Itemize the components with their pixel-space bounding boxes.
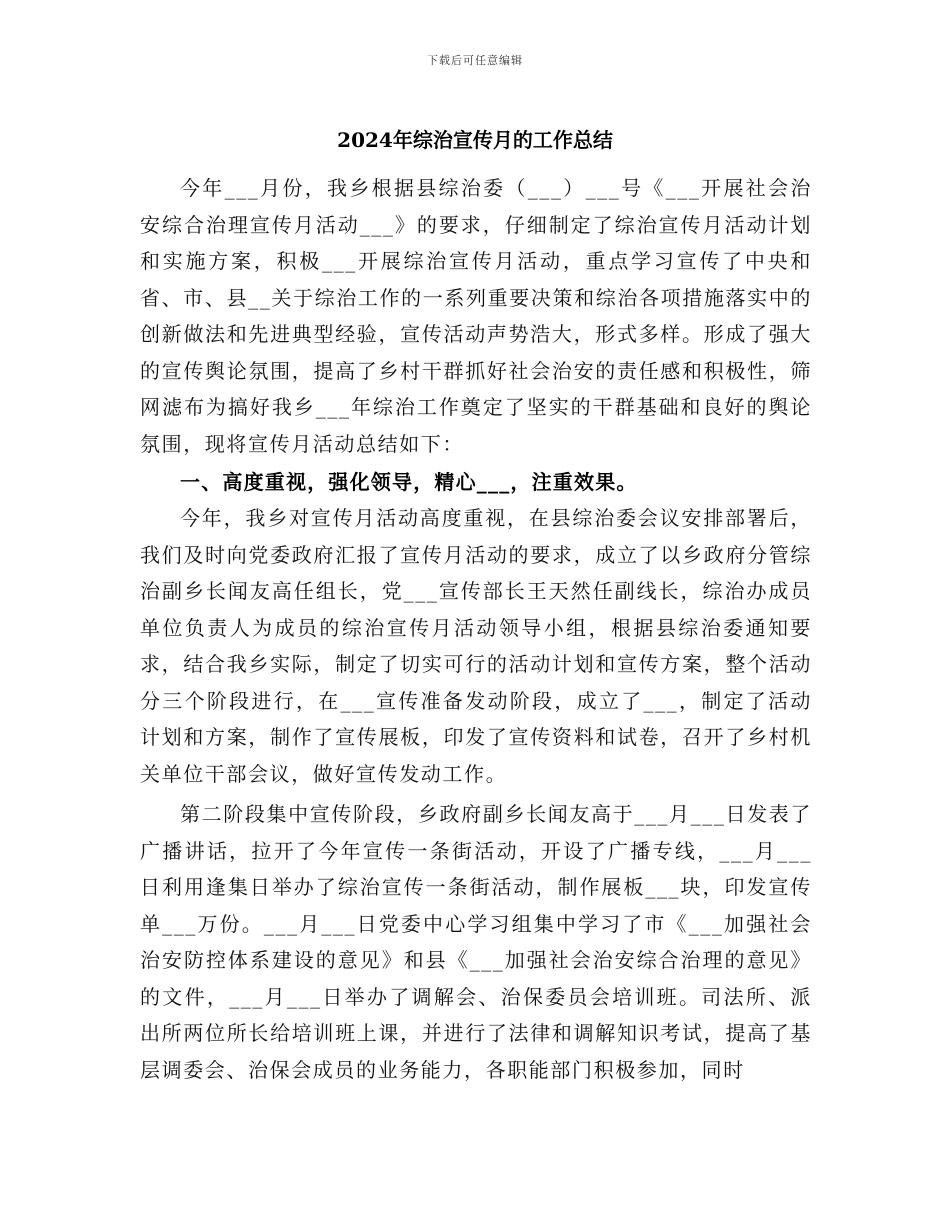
document-title: 2024年综治宣传月的工作总结 bbox=[337, 128, 613, 152]
header-note: 下载后可任意编辑 bbox=[427, 54, 523, 67]
intro-paragraph: 今年___月份，我乡根据县综治委（___）___号《___开展社会治安综合治理宣传月活动___》的要求，仔细制定了综治宣传月活动计划和实施方案，积极___开展综治宣传月活动，重点学习宣传了中央和省、市、县__关于综治工作的一系列重要决策和综治各项措施落实中的创新做法和先进典型经验，宣传活动声势浩大，形式多样。形成了强大的宣传舆论氛围，提高了乡村干群抓好社会治安的责任感和积极性，筛网滤布为搞好我乡___年综治工作奠定了坚实的干群基础和良好的舆论氛围，现将宣传月活动总结如下： bbox=[140, 176, 812, 456]
section-paragraph-2: 第二阶段集中宣传阶段，乡政府副乡长闻友高于___月___日发表了广播讲话，拉开了今年宣传一条街活动，开设了广播专线，___月___日利用逢集日举办了综治宣传一条街活动，制作展板___块，印发宣传单___万份。___月___日党委中心学习组集中学习了市《___加强社会治安防控体系建设的意见》和县《___加强社会治安综合治理的意见》的文件，___月___日举办了调解会、治保委员会培训班。司法所、派出所两位所长给培训班上课，并进行了法律和调解知识考试，提高了基层调委会、治保会成员的业务能力，各职能部门积极参加，同时 bbox=[140, 802, 812, 1082]
section-heading: 一、高度重视，强化领导，精心___，注重效果。 bbox=[180, 470, 638, 494]
document-body bbox=[140, 170, 812, 1088]
section-paragraph-1: 今年，我乡对宣传月活动高度重视，在县综治委会议安排部署后，我们及时向党委政府汇报了宣传月活动的要求，成立了以乡政府分管综治副乡长闻友高任组长，党___宣传部长王天然任副线长，综治办成员单位负责人为成员的综治宣传月活动领导小组，根据县综治委通知要求，结合我乡实际，制定了切实可行的活动计划和宣传方案，整个活动分三个阶段进行，在___宣传准备发动阶段，成立了___，制定了活动计划和方案，制作了宣传展板，印发了宣传资料和试卷，召开了乡村机关单位干部会议，做好宣传发动工作。 bbox=[140, 506, 812, 786]
